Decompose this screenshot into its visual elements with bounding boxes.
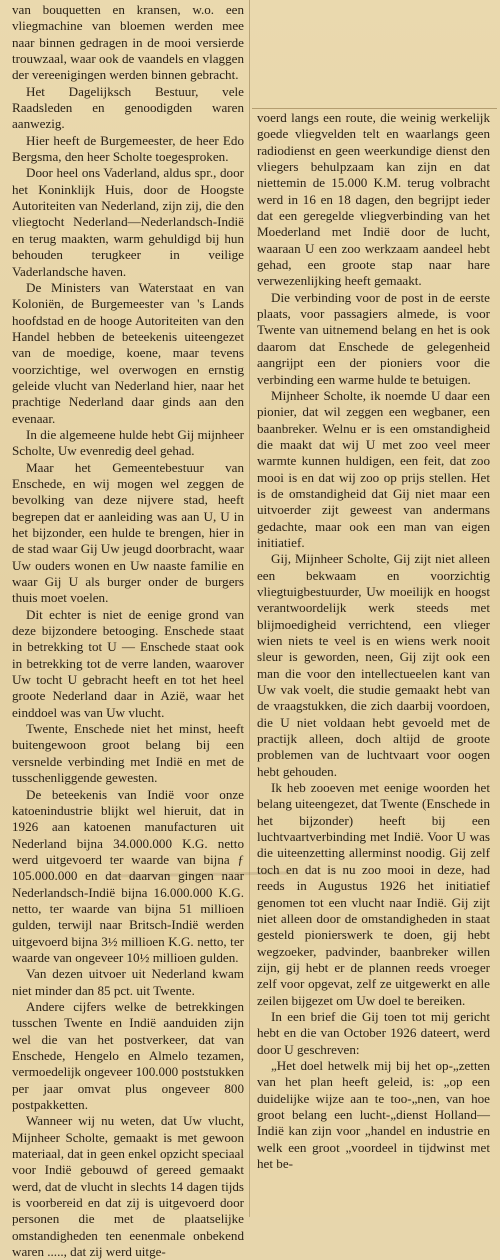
paragraph: Twente, Enschede niet het minst, heeft buitengewoon groot belang bij een versnelde verbinding met Indië en met de tusschenliggende gewesten.: [12, 721, 244, 786]
paragraph: Dit echter is niet de eenige grond van deze bijzondere betooging. Enschede staat in betrekking tot U — Enschede staat ook in betrekking tot de verre landen, waarover Uw tocht U gebracht heeft en tot het heel groote Nederland daar in Azië, waar het einddoel was van Uw vlucht.: [12, 606, 244, 720]
column-divider: [249, 0, 250, 1217]
paragraph: Andere cijfers welke de betrekkingen tusschen Twente en Indië aanduiden zijn wel die van het postverkeer, dat van Enschede, Hengelo en Almelo tezamen, vermoedelijk ongeveer 100.000 poststukken per jaar omvat plus ongeveer 800 postpakketten.: [12, 998, 244, 1113]
paragraph: Van dezen uitvoer uit Nederland kwam niet minder dan 85 pct. uit Twente.: [12, 966, 244, 998]
quote-paragraph: „Het doel hetwelk mij bij het op-„zetten van het plan heeft geleid, is: „op een duidelijke wijze aan te too-„nen, van hoe groot belang een lucht-„dienst Holland—Indië kan zijn voor „handel en industrie en welk een groot „voordeel in tijdwinst met het be-: [257, 1057, 490, 1171]
paragraph: In een brief die Gij toen tot mij gericht hebt en die van October 1926 dateert, werd door U geschreven:: [257, 1008, 490, 1057]
paragraph: Het Dagelijksch Bestuur, vele Raadsleden en genoodigden waren aanwezig.: [12, 83, 244, 132]
paragraph: Maar het Gemeentebestuur van Enschede, en wij mogen wel zeggen de bevolking van deze nijvere stad, heeft begrepen dat er aanleiding was aan U, U in het bijzonder, een hulde te brengen, hier in de stad waar Gij Uw jeugd doorbracht, waar Uw ouders wonen en Uw naaste familie en waar Gij U als burger onder de burgers thuis moet voelen.: [12, 459, 244, 606]
paragraph: De Ministers van Waterstaat en van Koloniën, de Burgemeester van 's Lands hoofdstad en de hooge Autoriteiten van den Handel hebben de beteekenis uiteengezet van de moedige, koene, maar tevens voorzichtige, wel overwogen en ernstig geleide vlucht van Nederland hier, naar het prachtige Nederland daar ginds aan den evenaar.: [12, 279, 244, 426]
paragraph: voerd langs een route, die weinig werkelijk goede vliegvelden telt en waarlangs geen radiodienst en geen weerkundige dienst den vliegers behulpzaam kan zijn en dat niettemin de 15.000 K.M. terug volbracht werd in 16 en 18 dagen, den begrijpt ieder dat een geregelde vliegverbinding van het Moederland met Indië door de lucht, waaraan U een zoo werkzaam aandeel hebt gehad, een groote stap naar hare verwezenlijking heeft gemaakt.: [257, 110, 490, 289]
paragraph: Ik heb zooeven met eenige woorden het belang uiteengezet, dat Twente (Enschede in het bijzonder) heeft bij een luchtvaartverbinding met Indië. Voor U was die uiteenzetting allerminst noodig. Gij zelf toch en dat is nu zoo mooi in deze, had reeds in Augustus 1926 het initiatief genomen tot een vlucht naar Indië. Gij zijt niet alleen door de omstandigheden in staat gesteld pionierswerk te doen, gij hebt wegzoeker, padvinder, baanbreker willen zijn, gij hebt er de plannen reeds vroeger zelf voor opgevat, zelf ze uitgewerkt en alle zeilen bijgezet om Uw doel te bereiken.: [257, 780, 490, 1008]
left-column: [12, 2, 244, 1260]
paragraph: van bouquetten en kransen, w.o. een vliegmachine van bloemen werden mee naar binnen gedragen in de mooi versierde trouwzaal, waar ook de vaandels en vlaggen der vereenigingen werden binnen gebracht.: [12, 2, 244, 83]
paragraph: In die algemeene hulde hebt Gij mijnheer Scholte, Uw evenredig deel gehad.: [12, 426, 244, 459]
paragraph: Wanneer wij nu weten, dat Uw vlucht, Mijnheer Scholte, gemaakt is met gewoon materiaal, dat in geen enkel opzicht speciaal voor Indië gebouwd of gereed gemaakt werd, dat de vlucht in slechts 14 dagen tijds is voorbereid en dat zij is uitgevoerd door personen die met de plaatselijke omstandigheden ten eenenmale onbekend waren ....., dat zij werd uitge-: [12, 1113, 244, 1260]
paragraph: Door heel ons Vaderland, aldus spr., door het Koninklijk Huis, door de Hoogste Autoriteiten van Nederland, zijn zij, die den vliegtocht Nederland—Nederlandsch-Indië en terug maakten, warm gehuldigd bij hun behouden terugkeer in veilige Vaderlandsche haven.: [12, 165, 244, 279]
paragraph: Mijnheer Scholte, ik noemde U daar een pionier, dat wil zeggen een wegbaner, een baanbreker. Welnu er is een omstandigheid die maakt dat wij U met zoo veel meer warmte kunnen huldigen, een feit, dat zoo mooi is en dat wij zoo op prijs stellen. Het is de omstandigheid dat Gij niet maar een uitvoerder zijt geweest van andermans gedachte, maar ook een man van eigen initiatief.: [257, 387, 490, 550]
paragraph: Die verbinding voor de post in de eerste plaats, voor passagiers almede, is voor Twente van uitnemend belang en het is ook daarom dat Enschede de gelegenheid aangrijpt een der pioniers voor die verbinding een warme hulde te betuigen.: [257, 289, 490, 387]
right-column: [257, 110, 490, 1172]
paragraph: De beteekenis van Indië voor onze katoenindustrie blijkt wel hieruit, dat in 1926 aan katoenen manufacturen uit Nederland bijna 34.000.000 K.G. netto werd uitgevoerd ter waarde van bijna ƒ 105.000.000 en dat daarvan gingen naar Nederlandsch-Indië bijna 16.000.000 K.G. netto, ter waarde van bijna 51 millioen gulden, terwijl naar Britsch-Indië werden uitgevoerd bijna 3½ millioen K.G. netto, ter waarde van ongeveer 10½ millioen gulden.: [12, 786, 244, 965]
column-head-rule: [252, 108, 497, 109]
paragraph: Hier heeft de Burgemeester, de heer Edo Bergsma, den heer Scholte toegesproken.: [12, 132, 244, 165]
paragraph: Gij, Mijnheer Scholte, Gij zijt niet alleen een bekwaam en voorzichtig vliegtuigbestuurder, Uw moeilijk en hoogst verantwoordelijk werk steeds met blijmoedigheid verrichtend, een vlieger wien niets te veel is en wiens werk nooit sleur is geworden, neen, Gij zijt ook een man die voor den intellectueelen kant van Uw vak voelt, die studie gemaakt hebt van de vraagstukken, die zich daarbij voordoen, die U niet voldaan hebt gevoeld met de practijk alleen, doch altijd de groote problemen van de luchtvaart voor oogen hebt gehouden.: [257, 551, 490, 779]
